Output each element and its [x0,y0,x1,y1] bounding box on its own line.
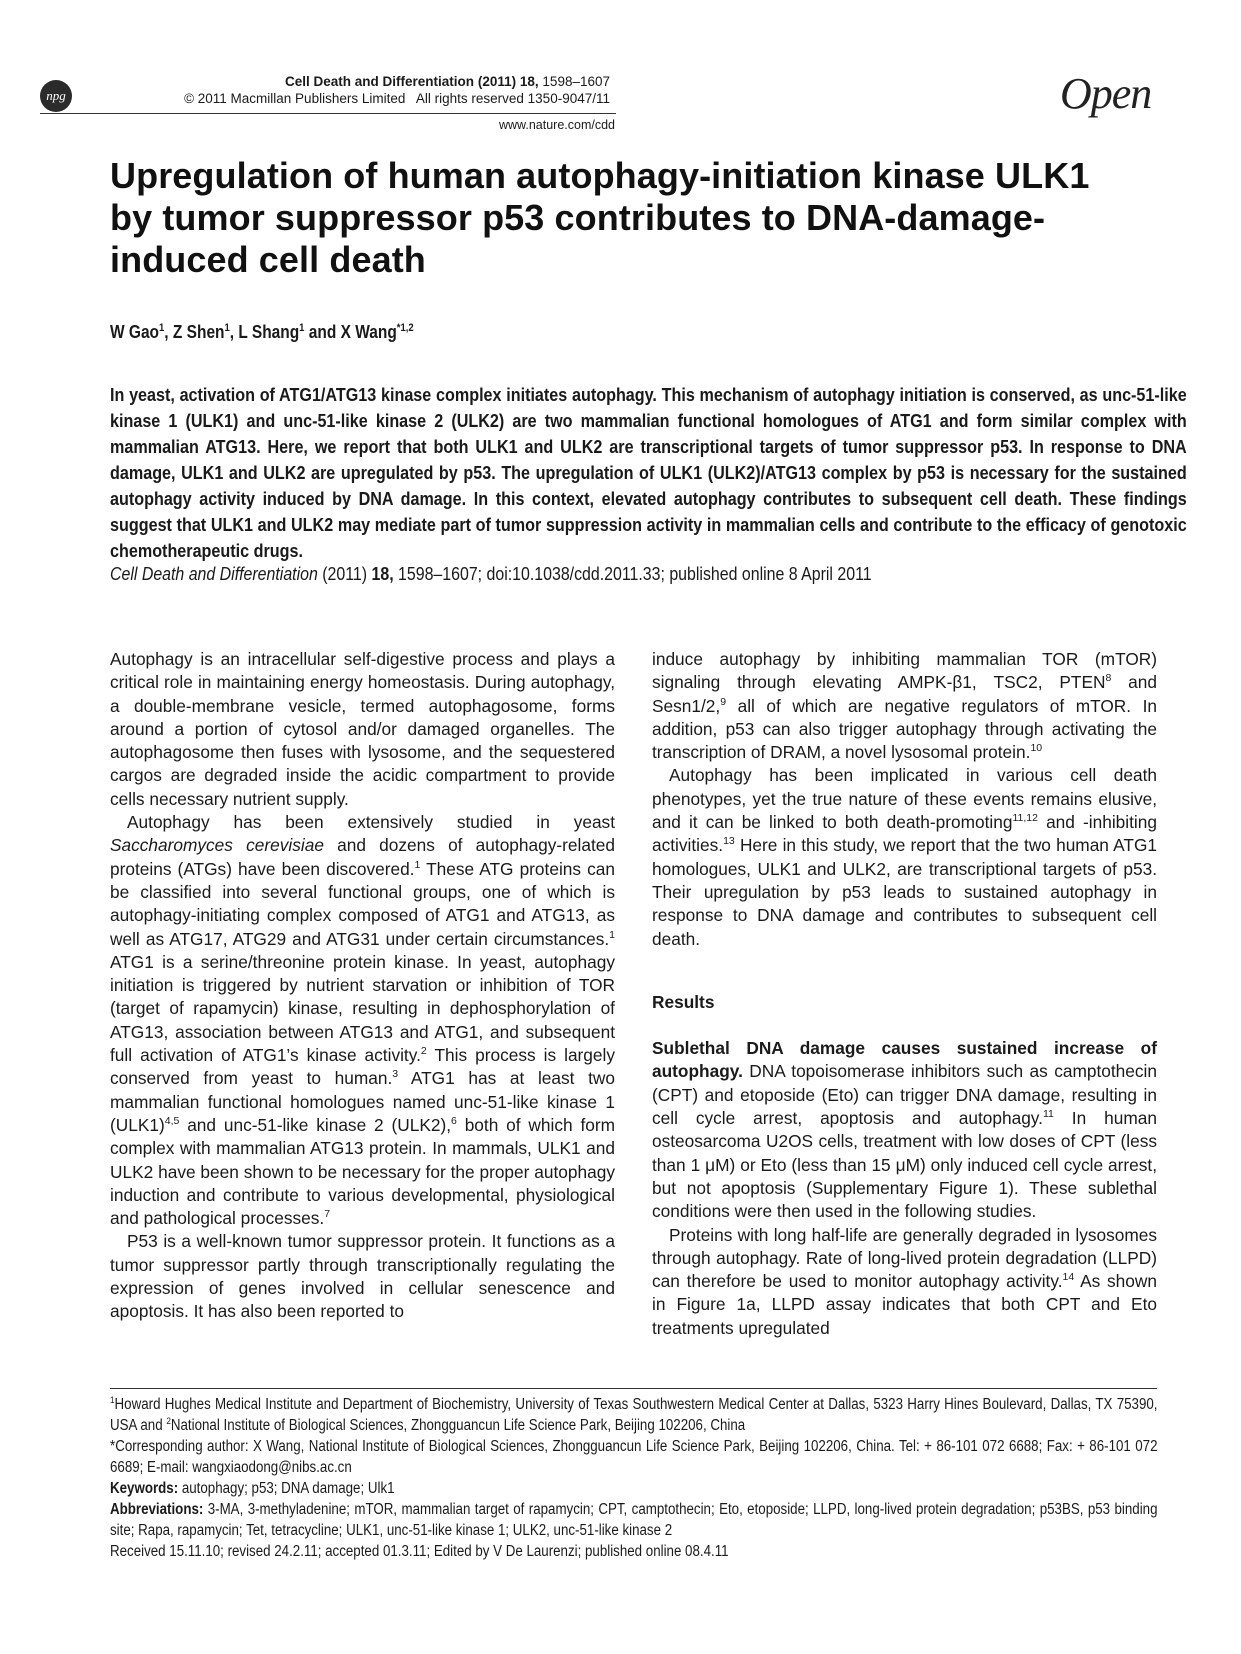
npg-logo: npg [40,80,72,112]
footer-divider [110,1388,1157,1389]
header-divider [40,113,616,114]
author-list [110,322,414,343]
body-paragraph [110,811,615,1230]
reference-marker[interactable]: 8 [1105,672,1112,685]
abbreviations [110,1499,1157,1541]
text-run: induce autophagy by inhibiting mammalian TOR (mTOR) signaling through elevating AMPK-β1, TSC2, PTEN [652,649,1157,693]
article-title: Upregulation of human autophagy-initiation kinase ULK1 by tumor suppressor p53 contributes to DNA-damage-induced cell death [110,155,1090,280]
journal-citation-line [180,73,610,90]
body-paragraph: Autophagy is an intracellular self-digestive process and plays a critical role in maintaining energy homeostasis. During autophagy, a double-membrane vesicle, termed autophagosome, forms around a portion of cytosol and/or damaged organelles. The autophagosome then fuses with lysosome, and the sequestered cargos are degraded inside the acidic compartment to provide cells necessary nutrient supply. [110,649,615,809]
abstract: In yeast, activation of ATG1/ATG13 kinase complex initiates autophagy. This mechanism of autophagy initiation is conserved, as unc-51-like kinase 1 (ULK1) and unc-51-like kinase 2 (ULK2) are two mammalian functional homologues of ATG1 and form similar complex with mammalian ATG13. Here, we report that both ULK1 and ULK2 are transcriptional targets of tumor suppressor p53. In response to DNA damage, ULK1 and ULK2 are upregulated by p53. The upregulation of ULK1 (ULK2)/ATG13 complex by p53 is necessary for the sustained autophagy activity induced by DNA damage. In this context, elevated autophagy contributes to subsequent cell death. These findings suggest that ULK1 and ULK2 may mediate part of tumor suppression activity in mammalian cells and contribute to the efficacy of genotoxic chemotherapeutic drugs. [110,384,1187,561]
body-paragraph [652,1224,1157,1340]
journal-pages: 1598–1607 [542,74,610,89]
author-name: Z Shen [172,322,225,342]
abbreviations-text: 3-MA, 3-methyladenine; mTOR, mammalian target of rapamycin; CPT, camptothecin; Eto, etoposide; LLPD, long-lived protein degradation; p53BS, p53 binding site; Rapa, rapamycin; Tet, tetracycline; ULK1, unc-51-like kinase 1; ULK2, unc-51-like kinase 2 [110,1501,1158,1539]
body-paragraph: P53 is a well-known tumor suppressor protein. It functions as a tumor suppressor partly through transcriptionally regulating the expression of genes involved in cellular senescence and apoptosis. It has also been reported to [110,1231,615,1322]
text-run: As shown in Figure 1a, LLPD assay indicates that both CPT and Eto treatments upregulated [652,1271,1157,1338]
open-access-mark: Open [1060,69,1152,118]
affiliation-text: Howard Hughes Medical Institute and Department of Biochemistry, University of Texas Southwestern Medical Center at Dallas, 5323 Harry Hines Boulevard, Dallas, TX 75390, USA and [110,1396,1158,1434]
journal-header [180,73,610,107]
species-name: Saccharomyces cerevisiae [110,835,324,856]
corresponding-author: *Corresponding author: X Wang, National Institute of Biological Sciences, Zhongguancun Life Science Park, Beijing 102206, China. Tel: + 86-101 072 6688; Fax: + 86-101 072 6689; E-mail: wangxiaodong@nibs.ac.cn [110,1438,1158,1476]
text-run: This process is largely conserved from yeast to human. [110,1045,616,1089]
footnotes [110,1394,1157,1562]
affiliation-marker: 1 [159,322,165,334]
author-name: L Shang [238,322,300,342]
abbreviations-label: Abbreviations: [110,1501,204,1518]
reference-marker[interactable]: 1 [609,928,615,941]
text-run: ATG1 is a serine/threonine protein kinase. In yeast, autophagy initiation is triggered by nutrient starvation or inhibition of TOR (target of rapamycin) kinase, resulting in dephosphorylation of ATG13, association between ATG13 and ATG1, and subsequent full activation of ATG1’s kinase activity. [110,951,615,1066]
text-run: and dozens of autophagy-related proteins (ATGs) have been discovered. [110,835,615,879]
affiliation-marker: 1 [224,322,230,334]
reference-marker[interactable]: 11,12 [1012,812,1038,825]
text-run: In human osteosarcoma U2OS cells, treatment with low doses of CPT (less than 1 μM) or Eto (less than 15 μM) only induced cell cycle arrest, but not apoptosis (Supplementary Figure 1). These sublethal conditions were then used in the following studies. [652,1108,1157,1222]
affiliations [110,1394,1157,1436]
reference-marker[interactable]: 9 [720,695,727,708]
text-run: DNA topoisomerase inhibitors such as camptothecin (CPT) and etoposide (Eto) can trigger DNA damage, resulting in cell cycle arrest, apoptosis and autophagy. [652,1061,1157,1129]
journal-url-link[interactable]: www.nature.com/cdd [498,118,615,132]
affiliation-marker: 1 [299,322,305,334]
journal-year: (2011) [477,74,517,89]
reference-marker[interactable]: 13 [723,835,735,848]
reference-marker[interactable]: 4,5 [164,1115,180,1128]
text-run: all of which are negative regulators of mTOR. In addition, p53 can also trigger autophagy through activating the transcription of DRAM, a novel lysosomal protein. [652,695,1157,763]
author-separator: , [164,322,173,342]
keywords-label: Keywords: [110,1480,179,1497]
text-run: both of which form complex with mammalian ATG13 protein. In mammals, ULK1 and ULK2 have been shown to be necessary for the proper autophagy induction and contribute to various developmental, physiological and pathological processes. [110,1114,616,1229]
journal-name: Cell Death and Differentiation [285,74,475,89]
affiliation-marker: 2 [166,1415,171,1427]
text-run: These ATG proteins can be classified into several functional groups, one of which is autophagy-initiating complex composed of ATG1 and ATG13, as well as ATG17, ATG29 and ATG31 under certain circumstances. [110,858,615,949]
reference-marker[interactable]: 3 [392,1068,399,1081]
received-dates: Received 15.11.10; revised 24.2.11; accepted 01.3.11; Edited by V De Laurenzi; published online 08.4.11 [110,1543,729,1560]
body-paragraph [652,1037,1157,1223]
subsection-heading: Sublethal DNA damage causes sustained increase of autophagy. [652,1038,1157,1082]
reference-marker[interactable]: 10 [1030,742,1043,755]
text-run: ATG1 has at least two mammalian functional homologues named unc-51-like kinase 1 (ULK1) [110,1068,616,1135]
reference-marker[interactable]: 2 [420,1045,427,1058]
citation-year: (2011) [317,563,372,584]
copyright-line [180,90,610,107]
section-heading-results: Results [652,991,715,1012]
rights-text: All rights reserved 1350-9047/11 [415,91,610,106]
keywords [110,1478,1157,1499]
author-name: X Wang [340,322,397,342]
reference-marker[interactable]: 7 [324,1208,331,1221]
body-column-right [652,648,1157,1340]
reference-marker[interactable]: 6 [451,1115,457,1128]
text-run: and unc-51-like kinase 2 (ULK2), [179,1114,452,1135]
text-run: Autophagy has been extensively studied in yeast [127,812,615,833]
text-run: and -inhibiting activities. [652,812,1157,856]
text-run: and Sesn1/2, [652,672,1157,716]
reference-marker[interactable]: 14 [1062,1271,1075,1284]
affiliation-marker: *1,2 [396,322,414,334]
citation-doi: 1598–1607; doi:10.1038/cdd.2011.33; published online 8 April 2011 [393,563,872,584]
text-run: Autophagy has been implicated in various cell death phenotypes, yet the true nature of these events remains elusive, and it can be linked to both death-promoting [652,765,1157,833]
text-run: Proteins with long half-life are generally degraded in lysosomes through autophagy. Rate of long-lived protein degradation (LLPD) can therefore be used to monitor autophagy activity. [652,1224,1157,1292]
article-citation [110,563,872,585]
reference-marker[interactable]: 1 [414,858,421,871]
reference-marker[interactable]: 11 [1042,1108,1054,1121]
journal-volume: 18, [519,74,539,89]
body-paragraph [652,648,1157,764]
author-separator: and [304,322,341,342]
author-separator: , [229,322,239,342]
author-name: W Gao [110,322,160,342]
body-paragraph [652,764,1157,950]
citation-journal: Cell Death and Differentiation [110,563,318,584]
affiliation-text: National Institute of Biological Sciences, Zhongguancun Life Science Park, Beijing 102206, China [170,1417,746,1434]
keywords-text: autophagy; p53; DNA damage; Ulk1 [178,1480,395,1497]
body-column-left [110,648,615,1324]
text-run: Here in this study, we report that the two human ATG1 homologues, ULK1 and ULK2, are transcriptional targets of p53. Their upregulation by p53 leads to sustained autophagy in response to DNA damage and contributes to subsequent cell death. [652,835,1157,949]
copyright-text: © 2011 Macmillan Publishers Limited [184,91,406,106]
affiliation-marker: 1 [110,1394,115,1406]
citation-volume: 18, [371,563,394,584]
